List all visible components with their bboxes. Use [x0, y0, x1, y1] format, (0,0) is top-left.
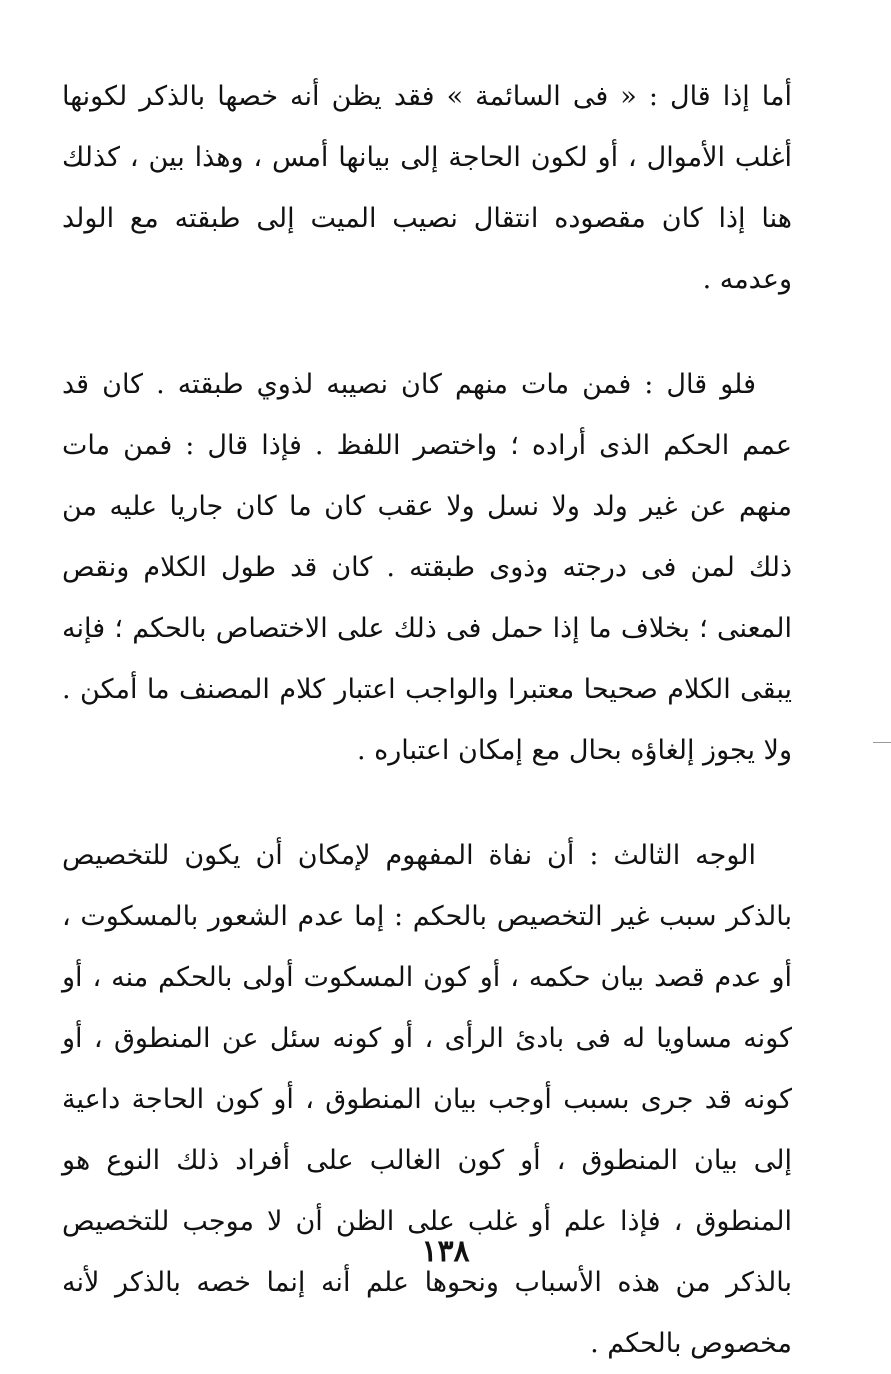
page-body: [62, 66, 792, 1374]
paragraph-1: أما إذا قال : « فى السائمة » فقد يظن أنه خصها بالذكر لكونها أغلب الأموال ، أو لكون الحاجة إلى بيانها أمس ، وهذا بين ، كذلك هنا إذا كان مقصوده انتقال نصيب الميت إلى طبقته مع الولد وعدمه .: [62, 81, 792, 295]
margin-mark: [873, 742, 891, 743]
page-number: ١٣٨: [421, 1234, 470, 1269]
paragraph-3: الوجه الثالث : أن نفاة المفهوم لإمكان أن يكون للتخصيص بالذكر سبب غير التخصيص بالحكم : إما عدم الشعور بالمسكوت ، أو عدم قصد بيان حكمه ، أو كون المسكوت أولى بالحكم منه ، أو كونه مساويا له فى بادئ الرأى ، أو كونه سئل عن المنطوق ، أو كونه قد جرى بسبب أوجب بيان المنطوق ، أو كون الحاجة داعية إلى بيان المنطوق ، أو كون الغالب على أفراد ذلك النوع هو المنطوق ، فإذا علم أو غلب على الظن أن لا موجب للتخصيص بالذكر من هذه الأسباب ونحوها علم أنه إنما خصه بالذكر لأنه مخصوص بالحكم .: [62, 840, 792, 1359]
paragraph-2: فلو قال : فمن مات منهم كان نصيبه لذوي طبقته . كان قد عمم الحكم الذى أراده ؛ واختصر اللفظ . فإذا قال : فمن مات منهم عن غير ولد ولا نسل ولا عقب كان ما كان جاريا عليه من ذلك لمن فى درجته وذوى طبقته . كان قد طول الكلام ونقص المعنى ؛ بخلاف ما إذا حمل فى ذلك على الاختصاص بالحكم ؛ فإنه يبقى الكلام صحيحا معتبرا والواجب اعتبار كلام المصنف ما أمكن . ولا يجوز إلغاؤه بحال مع إمكان اعتباره .: [62, 369, 792, 766]
